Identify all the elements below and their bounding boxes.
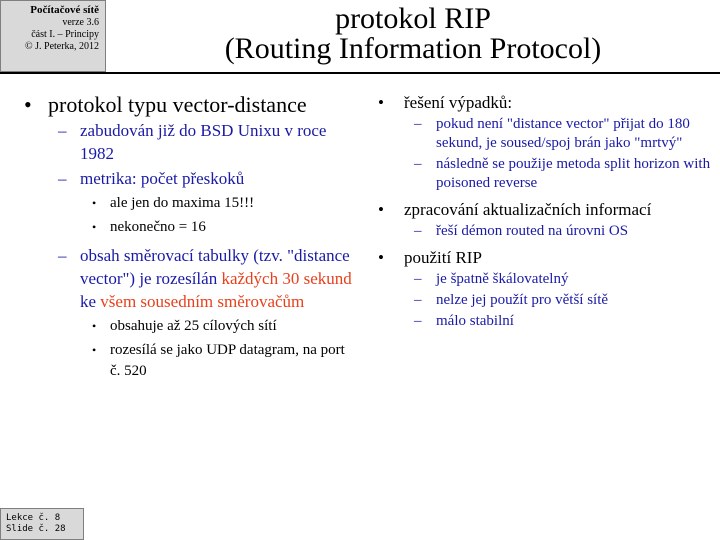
dash-icon: –	[414, 156, 422, 172]
sub-udp-520: • rozesílá se jako UDP datagram, na port č. 520	[92, 342, 345, 379]
course-name: Počítačové sítě	[30, 4, 99, 16]
highlight-30s: každých 30 sekund	[221, 269, 352, 288]
dash-icon: –	[58, 121, 67, 140]
sub-max-15: • ale jen do maxima 15!!!	[80, 193, 358, 214]
dash-icon: –	[414, 271, 422, 287]
version-label: verze 3.6	[62, 17, 99, 28]
title-line-2: (Routing Information Protocol)	[224, 32, 602, 65]
dash-icon: –	[414, 292, 422, 308]
dot-icon: •	[92, 220, 97, 234]
sub-routing-table: – obsah směrovací tabulky (tzv. "distance vector") je rozesílán každých 30 sekund ke všem sousedním směrovačům • obsahuje až 25 cílových sítí • rozesílá se jako UDP datagram, na port č. 520	[48, 244, 358, 382]
sub-not-for-large: – nelze jej použít pro větší sítě	[414, 292, 609, 308]
dot-icon: •	[92, 196, 97, 210]
dash-icon: –	[414, 313, 422, 329]
dot-icon: •	[92, 343, 97, 357]
left-column	[18, 92, 358, 382]
dash-icon: –	[414, 223, 422, 239]
dash-icon: –	[58, 169, 67, 188]
bullet-icon: •	[378, 93, 384, 112]
sub-poor-scaling: – je špatně škálovatelný	[414, 271, 569, 287]
sub-180-seconds: – pokud není "distance vector" přijat do 180 sekund, je soused/spoj brán jako "mrtvý"	[414, 116, 690, 151]
bullet-rip-usage: • použití RIP – je špatně škálovatelný – nelze jej použít pro větší sítě – málo stabilní	[372, 247, 712, 331]
bullet-failure-handling: • řešení výpadků: – pokud není "distance vector" přijat do 180 sekund, je soused/spoj brán jako "mrtvý" – následně se použije metoda split horizon with poisoned reverse	[378, 93, 711, 191]
bullet-icon: •	[378, 248, 384, 267]
lecture-number: Lekce č. 8	[6, 513, 61, 523]
dash-icon: –	[414, 116, 422, 132]
slide-title	[106, 0, 720, 72]
highlight-neighbors: všem sousedním směrovačům	[100, 292, 305, 311]
sub-metric: – metrika: počet přeskoků • ale jen do maxima 15!!! • nekonečno = 16	[48, 167, 358, 238]
title-divider	[0, 72, 720, 74]
dot-icon: •	[92, 319, 97, 333]
part-label: část I. – Principy	[31, 29, 99, 40]
slide-number: Slide č. 28	[6, 524, 66, 534]
sub-25-networks: • obsahuje až 25 cílových sítí	[80, 316, 358, 337]
dash-icon: –	[58, 246, 67, 265]
slide-info-box	[0, 508, 84, 540]
sub-unstable: – málo stabilní	[414, 313, 514, 329]
author-label: © J. Peterka, 2012	[25, 41, 99, 52]
bullet-vector-distance: • protokol typu vector-distance – zabudován již do BSD Unixu v roce 1982 – metrika: počet přeskoků • ale jen do maxima 15!!! • nekonečno = 16 – obsah směrovací tabulky (tzv. "distance vector") je rozesílán každých 30 sekund ke všem sousedním směrovačům • obsahuje až 25 cílových sítí • rozesílá se jako UDP datagram, na port č. 520	[18, 92, 358, 382]
sub-routed-daemon: – řeší démon routed na úrovni OS	[414, 223, 629, 239]
right-column	[372, 92, 712, 331]
sub-split-horizon: – následně se použije metoda split horizon with poisoned reverse	[414, 156, 711, 191]
sub-bsd-unix: – zabudován již do BSD Unixu v roce 1982	[58, 121, 327, 163]
course-info-box	[0, 0, 106, 72]
sub-infinity-16: • nekonečno = 16	[80, 217, 358, 238]
bullet-icon: •	[24, 92, 32, 117]
title-line-1: protokol RIP	[335, 2, 491, 35]
bullet-icon: •	[378, 200, 384, 219]
bullet-update-processing: • zpracování aktualizačních informací – řeší démon routed na úrovni OS	[372, 199, 712, 241]
